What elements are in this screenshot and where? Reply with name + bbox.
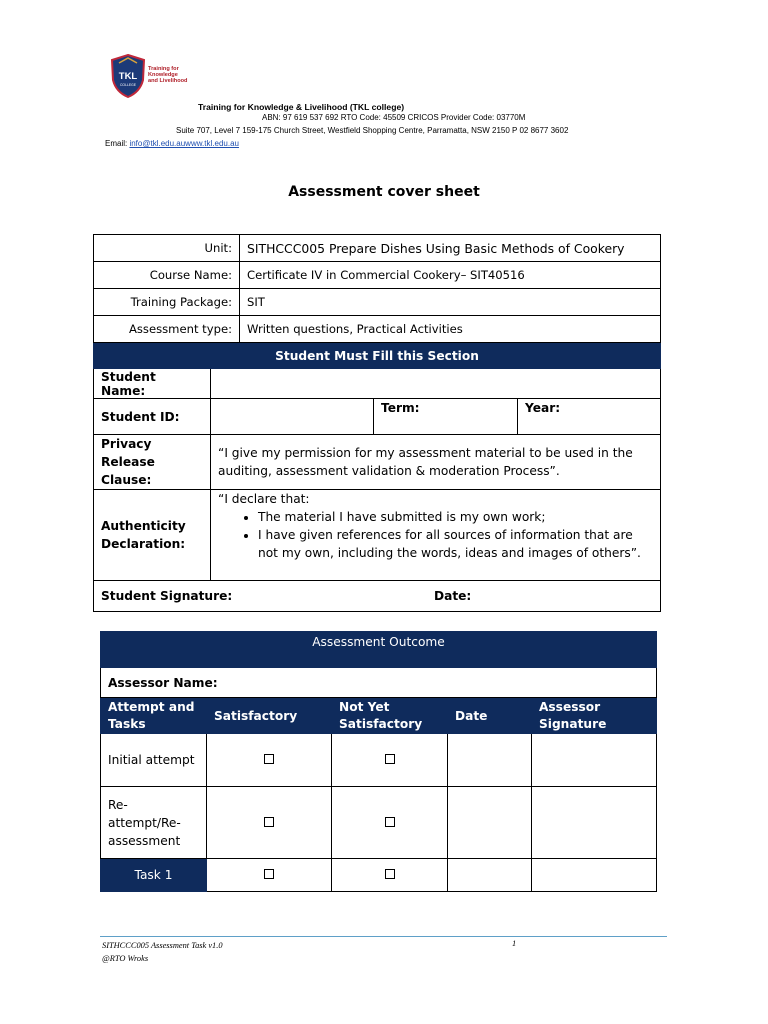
footer-org: @RTO Wroks <box>102 954 149 963</box>
student-name-label: Student Name: <box>94 369 211 399</box>
assessment-type-label: Assessment type: <box>94 316 240 343</box>
declaration-intro: “I declare that: <box>218 492 310 506</box>
table-row <box>94 344 661 369</box>
col-not-yet-satisfactory: Not Yet Satisfactory <box>332 698 448 734</box>
col-assessor-signature: Assessor Signature <box>532 698 657 734</box>
college-name: Training for Knowledge & Livelihood (TKL college) <box>198 102 405 112</box>
date-cell[interactable] <box>448 734 532 787</box>
student-section-heading: Student Must Fill this Section <box>94 344 661 369</box>
date-cell[interactable] <box>448 787 532 859</box>
table-row <box>94 289 661 316</box>
assessor-name-field[interactable]: Assessor Name: <box>101 668 657 698</box>
checkbox-not-satisfactory[interactable] <box>332 734 448 787</box>
signature-cell[interactable] <box>532 787 657 859</box>
footer-divider <box>100 936 667 937</box>
col-date: Date <box>448 698 532 734</box>
checkbox-icon[interactable] <box>264 869 274 879</box>
training-package-value: SIT <box>240 289 661 316</box>
row-label-initial: Initial attempt <box>101 734 207 787</box>
logo-badge: TKL <box>118 71 138 82</box>
table-row <box>101 734 657 787</box>
student-id-label: Student ID: <box>94 399 211 435</box>
table-row <box>101 787 657 859</box>
col-satisfactory: Satisfactory <box>207 698 332 734</box>
outcome-heading: Assessment Outcome <box>101 632 657 668</box>
table-row <box>94 369 661 399</box>
shield-logo-icon <box>110 54 146 98</box>
student-details-table <box>93 343 661 612</box>
table-row <box>94 435 661 490</box>
table-row <box>101 859 657 892</box>
footer-doc-ref: SITHCCC005 Assessment Task v1.0 <box>102 941 223 950</box>
checkbox-not-satisfactory[interactable] <box>332 859 448 892</box>
page-number: 1 <box>512 939 517 948</box>
checkbox-satisfactory[interactable] <box>207 859 332 892</box>
term-field[interactable]: Term: <box>374 399 518 435</box>
col-attempt-tasks: Attempt and Tasks <box>101 698 207 734</box>
training-package-label: Training Package: <box>94 289 240 316</box>
checkbox-not-satisfactory[interactable] <box>332 787 448 859</box>
abn-line: ABN: 97 619 537 692 RTO Code: 45509 CRICOS Provider Code: 03770M <box>262 113 526 122</box>
table-row <box>101 668 657 698</box>
student-signature-label: Student Signature: <box>101 589 233 603</box>
assessment-outcome-table <box>100 631 657 892</box>
checkbox-icon[interactable] <box>264 817 274 827</box>
footer-left <box>102 939 223 965</box>
row-label-task1: Task 1 <box>101 859 207 892</box>
privacy-label: Privacy Release Clause: <box>94 435 211 490</box>
table-row <box>94 235 661 262</box>
signature-cell[interactable] <box>532 859 657 892</box>
logo-text: Training for Knowledge and Livelihood <box>148 66 188 85</box>
list-item: • I have given references for all sources of information that are not my own, including the words, ideas and images of others”. <box>258 526 653 562</box>
signature-cell[interactable] <box>532 734 657 787</box>
authenticity-declaration <box>211 490 661 581</box>
course-name-value: Certificate IV in Commercial Cookery– SIT40516 <box>240 262 661 289</box>
address-line: Suite 707, Level 7 159-175 Church Street, Westfield Shopping Centre, Parramatta, NSW 2150 P 02 8677 3602 <box>176 126 569 135</box>
checkbox-satisfactory[interactable] <box>207 787 332 859</box>
checkbox-icon[interactable] <box>385 869 395 879</box>
college-logo <box>110 54 188 100</box>
email-line <box>105 139 239 148</box>
date-cell[interactable] <box>448 859 532 892</box>
table-row <box>94 581 661 612</box>
date-label: Date: <box>434 589 472 603</box>
privacy-text: “I give my permission for my assessment material to be used in the auditing, assessment validation & moderation Process”. <box>211 435 661 490</box>
table-row <box>94 316 661 343</box>
list-item: • The material I have submitted is my own work; <box>258 508 653 526</box>
declaration-list <box>218 508 653 562</box>
year-field[interactable]: Year: <box>518 399 661 435</box>
unit-details-table <box>93 234 661 343</box>
unit-value: SITHCCC005 Prepare Dishes Using Basic Methods of Cookery <box>240 235 661 262</box>
authenticity-label: Authenticity Declaration: <box>94 490 211 581</box>
checkbox-icon[interactable] <box>385 817 395 827</box>
course-name-label: Course Name: <box>94 262 240 289</box>
page-title: Assessment cover sheet <box>288 184 480 200</box>
logo-sub: COLLEGE <box>119 83 137 87</box>
signature-row[interactable] <box>94 581 661 612</box>
checkbox-satisfactory[interactable] <box>207 734 332 787</box>
email-label: Email: <box>105 139 130 148</box>
email-link[interactable]: info@tkl.edu.auwww.tkl.edu.au <box>129 139 239 148</box>
table-row <box>101 698 657 734</box>
student-id-field[interactable] <box>211 399 374 435</box>
checkbox-icon[interactable] <box>385 754 395 764</box>
row-label-reattempt: Re-attempt/Re-assessment <box>101 787 207 859</box>
table-row <box>101 632 657 668</box>
student-name-field[interactable] <box>211 369 661 399</box>
unit-label: Unit: <box>94 235 240 262</box>
assessment-type-value: Written questions, Practical Activities <box>240 316 661 343</box>
table-row <box>94 399 661 435</box>
checkbox-icon[interactable] <box>264 754 274 764</box>
table-row <box>94 262 661 289</box>
table-row <box>94 490 661 581</box>
